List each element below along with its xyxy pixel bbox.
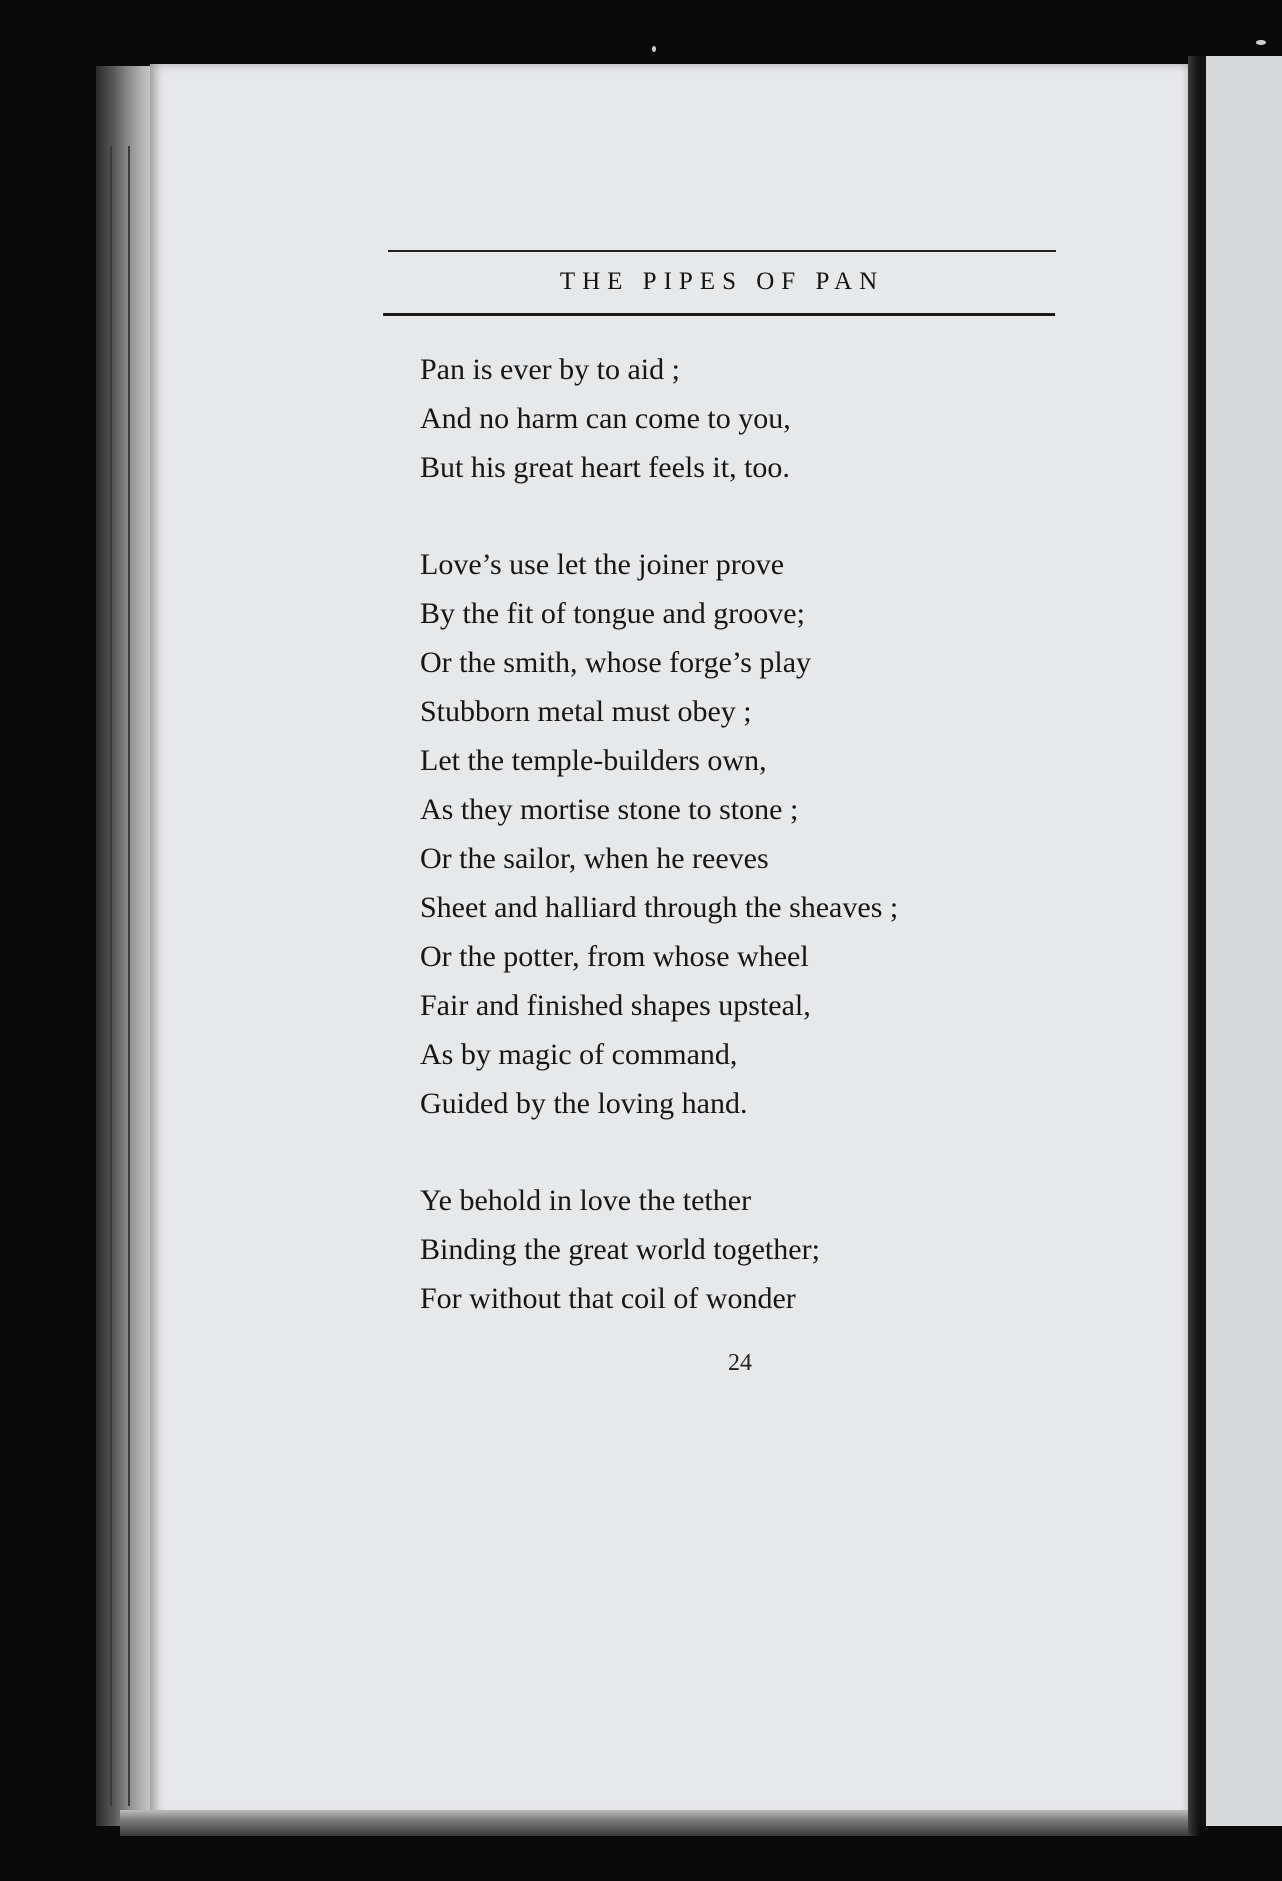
- stanza: [420, 1176, 1040, 1323]
- verse-line: Fair and finished shapes upsteal,: [420, 989, 811, 1022]
- verse-line: Love’s use let the joiner prove: [420, 548, 785, 581]
- verse-line: As they mortise stone to stone ;: [420, 793, 799, 826]
- verse-line: Let the temple-builders own,: [420, 744, 767, 777]
- verse-line: Or the sailor, when he reeves: [420, 842, 769, 875]
- scan-speck: [1256, 40, 1266, 45]
- stanza: [420, 540, 1040, 1128]
- stanza: [420, 345, 1040, 492]
- spine-crease: [128, 146, 130, 1806]
- running-head: THE PIPES OF PAN: [559, 268, 885, 295]
- verse-line: And no harm can come to you,: [420, 402, 791, 435]
- page-edge: [120, 1810, 1192, 1836]
- header-rule-bottom: [383, 313, 1055, 316]
- spine-crease: [110, 146, 112, 1806]
- poem-text: [420, 345, 1040, 1371]
- verse-line: By the fit of tongue and groove;: [420, 597, 805, 630]
- verse-line: Pan is ever by to aid ;: [420, 353, 680, 386]
- page-number: 24: [728, 1350, 752, 1376]
- book-spine: [96, 66, 156, 1826]
- verse-line: Sheet and halliard through the sheaves ;: [420, 891, 899, 924]
- verse-line: Guided by the loving hand.: [420, 1087, 748, 1120]
- verse-line: Or the potter, from whose wheel: [420, 940, 809, 973]
- verse-line: Binding the great world together;: [420, 1233, 820, 1266]
- verse-line: For without that coil of wonder: [420, 1282, 796, 1315]
- verse-line: But his great heart feels it, too.: [420, 451, 790, 484]
- header-rule-top: [388, 250, 1056, 252]
- verse-line: Or the smith, whose forge’s play: [420, 646, 812, 679]
- verse-line: Ye behold in love the tether: [420, 1184, 752, 1217]
- facing-page: [1198, 56, 1282, 1826]
- verse-line: As by magic of command,: [420, 1038, 738, 1071]
- scan-speck: [652, 46, 656, 52]
- verse-line: Stubborn metal must obey ;: [420, 695, 752, 728]
